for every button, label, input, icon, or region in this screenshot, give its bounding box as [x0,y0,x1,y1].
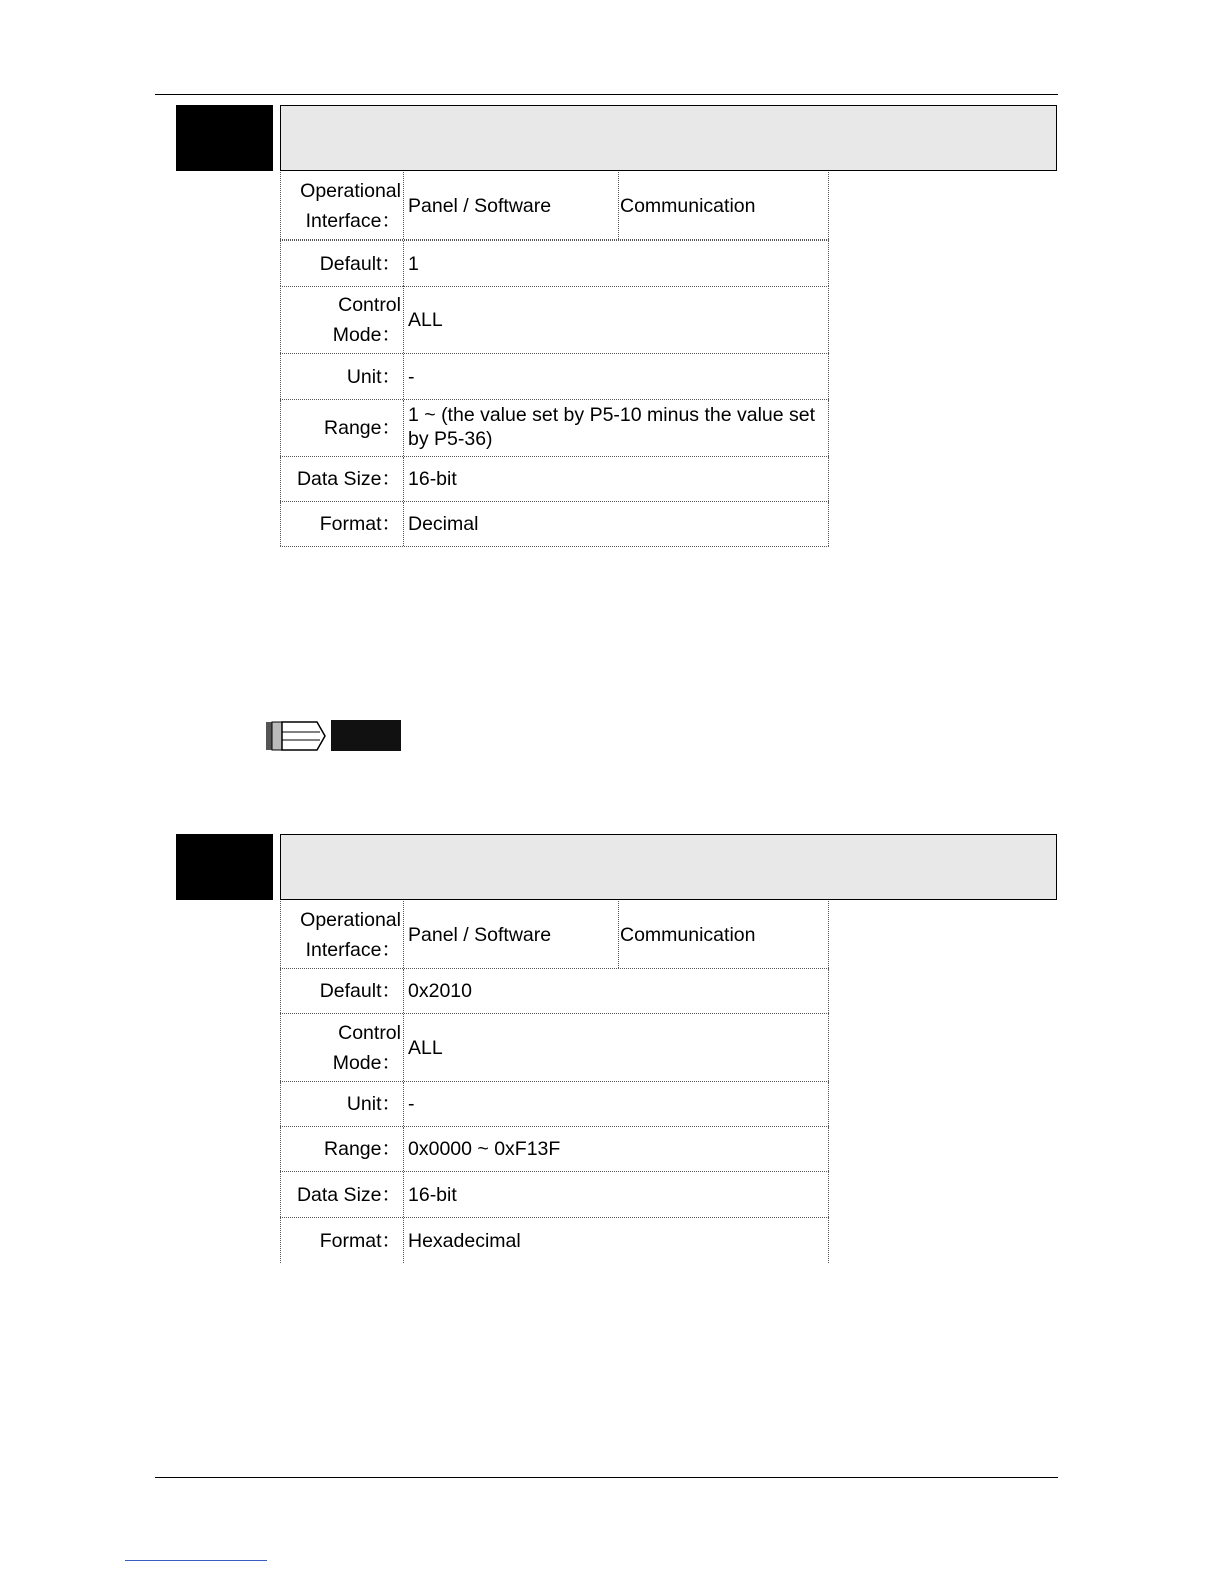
row-data-size [280,457,829,502]
parameter-header [176,834,1058,900]
value-default: 1 [408,241,829,286]
row-data-size [280,1172,829,1218]
label-line: Interface： [305,209,401,232]
label-range: Range： [280,1127,404,1171]
label-default: Default： [280,969,404,1013]
label-line: Mode： [332,323,401,346]
label-line: Mode： [332,1051,401,1074]
label-default: Default： [280,241,404,286]
header-cell-name [372,105,828,171]
header-cell-extra [827,834,1057,900]
value-unit: - [408,1082,829,1126]
parameter-code-box [176,834,273,900]
value-operational-interface [408,172,829,239]
label-data-size: Data Size： [280,1172,404,1217]
note-label-box [331,720,401,751]
label-line: Interface： [305,938,401,961]
row-operational-interface [280,901,829,969]
row-format [280,1218,829,1263]
value-format: Decimal [408,502,829,546]
row-unit [280,1082,829,1127]
parameter-header [176,105,1058,171]
label-operational-interface [280,901,404,968]
value-operational-interface [408,901,829,968]
value-range: 1 ~ (the value set by P5-10 minus the value set by P5-36) [408,400,829,456]
header-cell-address [280,834,374,900]
row-default [280,969,829,1014]
header-rule [155,94,1058,95]
value-default: 0x2010 [408,969,829,1013]
label-line: Operational [300,179,401,202]
label-control-mode [280,1014,404,1081]
label-line: Control [338,1021,401,1044]
header-cell-name [372,834,828,900]
label-format: Format： [280,502,404,546]
value-panel-software: Panel / Software [408,901,619,968]
value-communication: Communication [620,923,756,946]
footer-link-underline [125,1560,267,1561]
parameter-code-box [176,105,273,171]
label-range: Range： [280,400,404,456]
header-cell-address [280,105,374,171]
label-unit: Unit： [280,1082,404,1126]
label-control-mode [280,286,404,353]
label-operational-interface [280,172,404,239]
row-unit [280,354,829,400]
label-format: Format： [280,1218,404,1263]
label-unit: Unit： [280,354,404,399]
value-unit: - [408,354,829,399]
row-range [280,400,829,457]
row-control-mode [280,286,829,354]
header-cell-extra [827,105,1057,171]
footer-rule [155,1477,1058,1478]
label-line: Operational [300,908,401,931]
value-range: 0x0000 ~ 0xF13F [408,1127,829,1171]
value-panel-software: Panel / Software [408,172,619,239]
value-control-mode: ALL [408,286,829,353]
row-operational-interface [280,172,829,240]
value-data-size: 16-bit [408,1172,829,1217]
row-default [280,240,829,287]
value-communication: Communication [620,194,756,217]
row-range [280,1127,829,1172]
row-format [280,502,829,547]
value-format: Hexadecimal [408,1218,829,1263]
label-data-size: Data Size： [280,457,404,501]
value-control-mode: ALL [408,1014,829,1081]
note-pencil-icon [265,720,327,752]
label-line: Control [338,293,401,316]
value-data-size: 16-bit [408,457,829,501]
row-control-mode [280,1014,829,1082]
